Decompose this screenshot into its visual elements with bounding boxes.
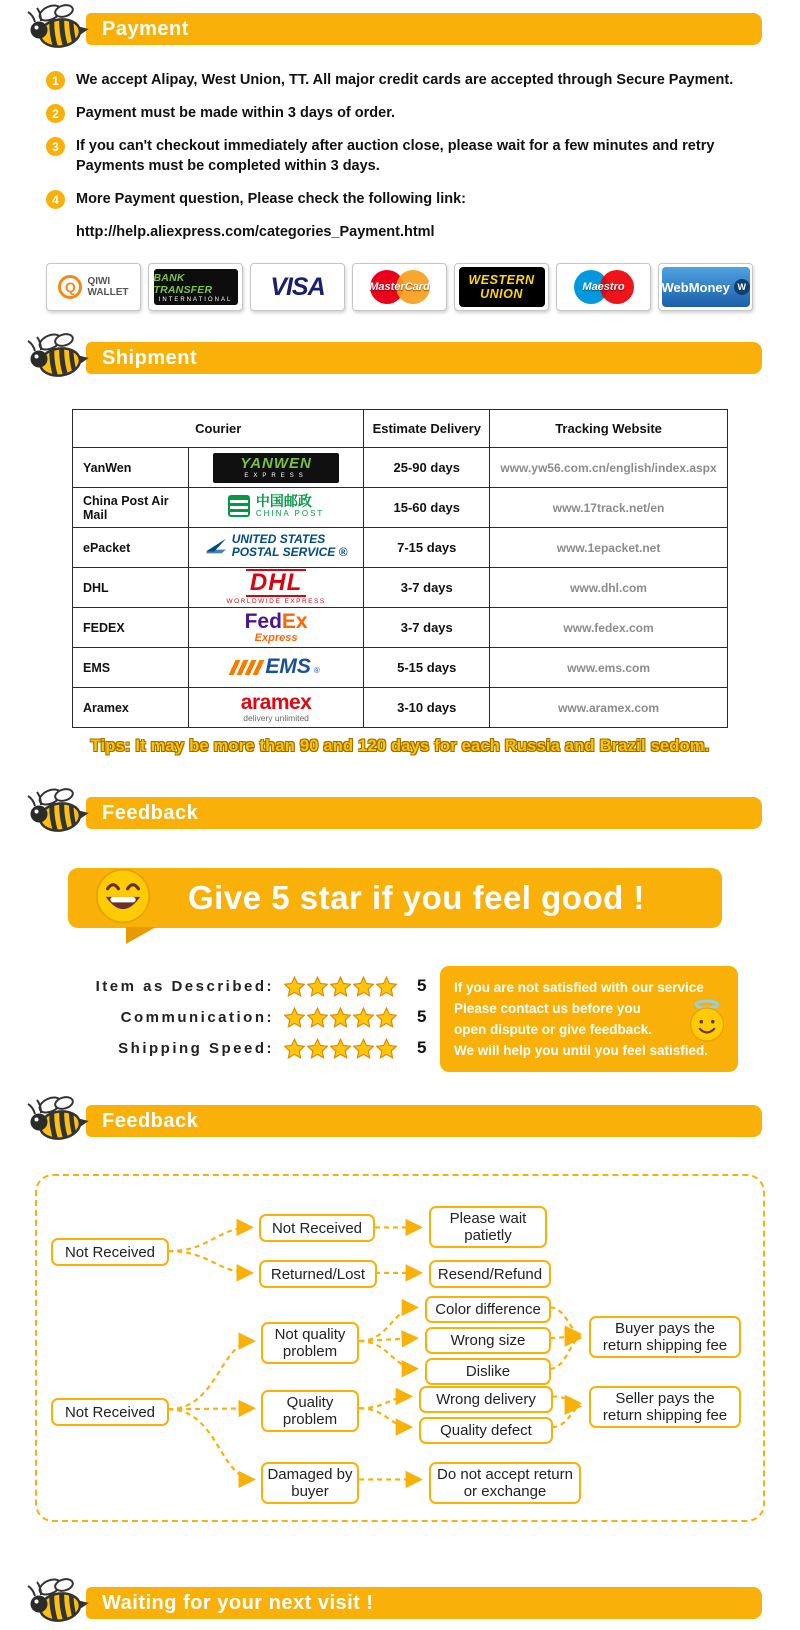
- courier-cell: FEDEX: [73, 608, 189, 648]
- flow-box-color-difference: Color difference: [425, 1296, 551, 1323]
- star-icon: [284, 1038, 305, 1059]
- shipment-title: Shipment: [102, 346, 198, 369]
- table-row: [73, 688, 728, 728]
- star-icon: [353, 1007, 374, 1028]
- courier-cell: EMS: [73, 648, 189, 688]
- give-5-star-banner: [68, 868, 722, 928]
- flow-box-not-received-2: Not Received: [51, 1398, 169, 1426]
- days-cell: 7-15 days: [364, 528, 490, 568]
- flow-box-not-received-1: Not Received: [51, 1238, 169, 1266]
- footer-section-header: [26, 1582, 762, 1628]
- bee-icon: [26, 784, 90, 840]
- bee-icon: [26, 1092, 90, 1148]
- mastercard-label: MasterCard: [369, 281, 430, 293]
- feedback-section-header: [26, 792, 762, 838]
- qiwi-label: QIWI: [87, 276, 111, 287]
- flow-box-wrong-size: Wrong size: [425, 1327, 551, 1354]
- qiwi-icon: Q: [58, 275, 82, 299]
- days-cell: 3-10 days: [364, 688, 490, 728]
- days-cell: 3-7 days: [364, 608, 490, 648]
- payment-methods-row: [46, 263, 800, 311]
- number-badge: 4: [46, 190, 65, 209]
- courier-cell: DHL: [73, 568, 189, 608]
- delivery-header: Estimate Delivery: [364, 410, 490, 448]
- table-row: [73, 448, 728, 488]
- flow-box-not-received-mid: Not Received: [259, 1214, 375, 1242]
- fedex-logo-fed: Fed: [244, 610, 282, 633]
- star-rating: [284, 976, 397, 997]
- bee-icon: [26, 1574, 90, 1630]
- rating-row-item-described: [60, 973, 440, 1000]
- feedback2-banner: [86, 1105, 762, 1137]
- bee-icon: [26, 0, 90, 56]
- dhl-logo: [226, 569, 325, 606]
- payment-list: [46, 70, 750, 241]
- star-icon: [376, 976, 397, 997]
- flow-box-quality-problem: Quality problem: [261, 1390, 359, 1432]
- site-cell: www.17track.net/en: [490, 488, 728, 528]
- table-row: [73, 608, 728, 648]
- star-rating: [284, 1038, 397, 1059]
- yanwen-logo: [213, 453, 339, 483]
- star-icon: [353, 1038, 374, 1059]
- days-cell: 5-15 days: [364, 648, 490, 688]
- visa-logo: [250, 263, 345, 311]
- feedback2-title: Feedback: [102, 1109, 199, 1132]
- star-icon: [353, 976, 374, 997]
- star-icon: [307, 1007, 328, 1028]
- dhl-logo-text: DHL: [246, 569, 306, 597]
- flow-box-damaged-by-buyer: Damaged by buyer: [261, 1462, 359, 1504]
- ems-stripes-icon: [229, 660, 266, 675]
- shipping-tips-text: Tips: It may be more than 90 and 120 days for each Russia and Brazil sedom.: [90, 737, 710, 755]
- mastercard-logo: [352, 263, 447, 311]
- flow-box-resend-refund: Resend/Refund: [429, 1260, 551, 1288]
- bank-international-label: INTERNATIONAL: [158, 296, 233, 303]
- fedex-logo-sub: Express: [254, 632, 298, 644]
- union-label: UNION: [480, 287, 523, 301]
- star-icon: [284, 976, 305, 997]
- fedex-logo: [245, 611, 308, 644]
- payment-title: Payment: [102, 17, 189, 40]
- webmoney-label: WebMoney: [661, 279, 730, 295]
- table-row: [73, 488, 728, 528]
- courier-cell: Aramex: [73, 688, 189, 728]
- star-icon: [330, 976, 351, 997]
- star-icon: [376, 1007, 397, 1028]
- bee-icon: [26, 329, 90, 385]
- payment-item-3: [46, 136, 750, 176]
- yanwen-logo-text: YANWEN: [240, 455, 312, 472]
- feedback-title: Feedback: [102, 801, 199, 824]
- star-icon: [376, 1038, 397, 1059]
- flow-box-returned-lost: Returned/Lost: [259, 1260, 377, 1288]
- usps-logo-sub: POSTAL SERVICE ®: [231, 545, 348, 559]
- qiwi-label-2: WALLET: [87, 287, 129, 298]
- flow-box-dislike: Dislike: [425, 1358, 551, 1385]
- ratings-block: [60, 966, 738, 1072]
- payment-item-1: [46, 70, 750, 90]
- courier-cell: ePacket: [73, 528, 189, 568]
- give-5-star-text: Give 5 star if you feel good !: [188, 879, 645, 916]
- rating-row-shipping-speed: [60, 1035, 440, 1062]
- star-icon: [307, 1038, 328, 1059]
- china-post-logo: [228, 494, 324, 518]
- number-badge: 2: [46, 104, 65, 123]
- payment-item-text: Payment must be made within 3 days of order.: [76, 105, 396, 121]
- shipment-table: [72, 409, 728, 728]
- yanwen-logo-sub: EXPRESS: [244, 473, 308, 479]
- star-icon: [284, 1007, 305, 1028]
- rating-label: Shipping Speed:: [118, 1039, 274, 1057]
- rating-score: 5: [417, 1038, 427, 1057]
- rating-score: 5: [417, 976, 427, 995]
- table-header-row: [73, 410, 728, 448]
- rating-label: Item as Described:: [95, 977, 274, 995]
- aramex-logo-sub: delivery unlimited: [243, 713, 309, 724]
- number-badge: 1: [46, 71, 65, 90]
- note-line: We will help you until you feel satisfied.: [454, 1043, 709, 1058]
- star-icon: [307, 976, 328, 997]
- site-cell: www.ems.com: [490, 648, 728, 688]
- shipment-section-header: [26, 337, 762, 383]
- china-post-logo-text: 中国邮政: [255, 492, 312, 509]
- site-cell: www.aramex.com: [490, 688, 728, 728]
- flow-box-no-return-exchange: Do not accept return or exchange: [429, 1462, 581, 1504]
- flow-box-quality-defect: Quality defect: [419, 1417, 553, 1444]
- usps-eagle-icon: [205, 535, 227, 557]
- qiwi-wallet-logo: [46, 263, 141, 311]
- rating-label: Communication:: [120, 1008, 274, 1026]
- fedex-logo-ex: Ex: [281, 610, 308, 633]
- payment-item-text: If you can't checkout immediately after auction close, please wait for a few minutes and retry Payments must be completed within 3 days.: [76, 138, 715, 174]
- ems-logo: [232, 656, 319, 677]
- star-rating: [284, 1007, 397, 1028]
- western-union-logo: [454, 263, 549, 311]
- site-cell: www.fedex.com: [490, 608, 728, 648]
- number-badge: 3: [46, 137, 65, 156]
- dhl-logo-sub: WORLDWIDE EXPRESS: [226, 598, 326, 606]
- webmoney-icon: W: [734, 279, 750, 295]
- feedback-banner: [86, 797, 762, 829]
- usps-logo: [205, 533, 348, 559]
- china-post-logo-sub: CHINA POST: [255, 508, 325, 518]
- star-icon: [330, 1007, 351, 1028]
- flow-box-buyer-pays: Buyer pays the return shipping fee: [589, 1316, 741, 1358]
- payment-item-text: We accept Alipay, West Union, TT. All major credit cards are accepted through Secure Payment.: [76, 72, 734, 88]
- maestro-logo: [556, 263, 651, 311]
- dispute-flowchart: [35, 1174, 765, 1522]
- star-icon: [330, 1038, 351, 1059]
- note-line: Please contact us before you: [454, 1001, 641, 1016]
- flow-box-seller-pays: Seller pays the return shipping fee: [589, 1386, 741, 1428]
- ems-logo-text: EMS: [265, 654, 311, 678]
- aramex-logo: [241, 692, 312, 723]
- payment-item-2: [46, 103, 750, 123]
- table-row: [73, 648, 728, 688]
- payment-help-link[interactable]: http://help.aliexpress.com/categories_Payment.html: [76, 224, 435, 240]
- note-line: open dispute or give feedback.: [454, 1022, 653, 1037]
- site-cell: www.dhl.com: [490, 568, 728, 608]
- visa-label: VISA: [270, 272, 325, 301]
- webmoney-logo: [658, 263, 753, 311]
- bank-transfer-logo: [148, 263, 243, 311]
- days-cell: 3-7 days: [364, 568, 490, 608]
- feedback2-section-header: [26, 1100, 762, 1146]
- courier-cell: China Post Air Mail: [73, 488, 189, 528]
- table-row: [73, 568, 728, 608]
- footer-title: Waiting for your next visit !: [102, 1591, 374, 1614]
- site-cell: www.yw56.com.cn/english/index.aspx: [490, 448, 728, 488]
- angel-icon: [684, 998, 730, 1044]
- note-line: If you are not satisfied with our service: [454, 980, 704, 995]
- shipment-banner: [86, 342, 762, 374]
- payment-item-4: [46, 189, 750, 209]
- usps-logo-text: UNITED STATES: [231, 532, 326, 546]
- ems-logo-sub: ®: [313, 665, 320, 675]
- maestro-label: Maestro: [582, 281, 625, 293]
- table-row: [73, 528, 728, 568]
- site-cell: www.1epacket.net: [490, 528, 728, 568]
- speech-tail: [126, 927, 156, 944]
- western-label: WESTERN: [468, 273, 535, 287]
- flow-box-please-wait: Please wait patietly: [429, 1206, 547, 1248]
- payment-section-header: [26, 8, 762, 54]
- courier-header: Courier: [73, 410, 364, 448]
- payment-banner: [86, 13, 762, 45]
- days-cell: 25-90 days: [364, 448, 490, 488]
- courier-cell: YanWen: [73, 448, 189, 488]
- payment-item-text: More Payment question, Please check the following link:: [76, 191, 466, 207]
- flow-box-not-quality-problem: Not quality problem: [261, 1322, 359, 1364]
- bank-transfer-label: BANK TRANSFER: [153, 271, 213, 296]
- flow-box-wrong-delivery: Wrong delivery: [419, 1386, 553, 1413]
- rating-score: 5: [417, 1007, 427, 1026]
- satisfaction-note: [440, 966, 738, 1072]
- tracking-header: Tracking Website: [490, 410, 728, 448]
- days-cell: 15-60 days: [364, 488, 490, 528]
- rating-row-communication: [60, 1004, 440, 1031]
- smiley-icon: [94, 867, 152, 925]
- aramex-logo-text: aramex: [240, 691, 312, 715]
- china-post-emblem-icon: [228, 495, 250, 517]
